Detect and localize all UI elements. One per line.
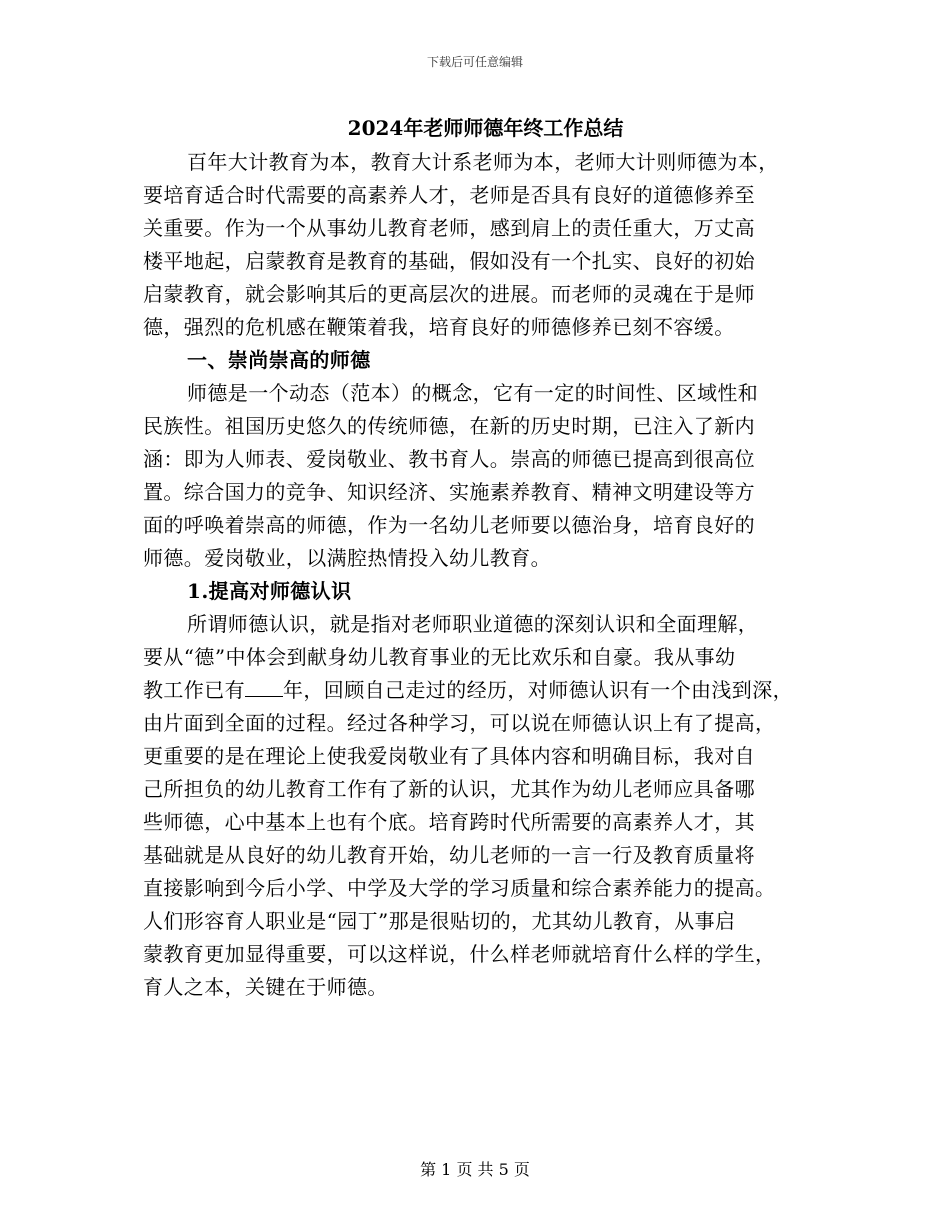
page-header: 下载后可任意编辑: [426, 55, 523, 69]
paragraph-line: 己所担负的幼儿教育工作有了新的认识，尤其作为幼儿老师应具备哪: [143, 777, 755, 801]
paragraph-section1: [143, 377, 818, 575]
paragraph-line: 涵：即为人师表、爱岗敬业、教书育人。崇高的师德已提高到很高位: [143, 447, 755, 471]
section-heading: 一、崇尚崇高的师德: [187, 348, 371, 372]
paragraph-intro: [143, 146, 818, 344]
text-segment: 年，回顾自己走过的经历，对师德认识有一个由浅到深，: [283, 678, 793, 702]
paragraph-line: 人们形容育人职业是“园丁”那是很贴切的，尤其幼儿教育，从事启: [143, 909, 736, 933]
subsection-heading: 1.提高对师德认识: [187, 579, 352, 603]
paragraph-line: 民族性。祖国历史悠久的传统师德，在新的历史时期，已注入了新内: [143, 414, 755, 438]
document-title: 2024年老师师德年终工作总结: [347, 116, 624, 140]
text-segment: 教工作已有: [143, 678, 245, 702]
paragraph-line: 要培育适合时代需要的高素养人才，老师是否具有良好的道德修养至: [143, 183, 755, 207]
paragraph-line: 百年大计教育为本，教育大计系老师为本，老师大计则师德为本，: [187, 150, 779, 174]
paragraph-line: 师德是一个动态（范本）的概念，它有一定的时间性、区域性和: [187, 381, 759, 405]
paragraph-line: 德，强烈的危机感在鞭策着我，培育良好的师德修养已刻不容缓。: [143, 315, 735, 339]
fill-in-blank: [245, 678, 283, 697]
paragraph-line: 启蒙教育，就会影响其后的更高层次的进展。而老师的灵魂在于是师: [143, 282, 755, 306]
paragraph-line: 关重要。作为一个从事幼儿教育老师，感到肩上的责任重大，万丈高: [143, 216, 755, 240]
page-footer: 第 1 页 共 5 页: [420, 1160, 530, 1179]
paragraph-line: 师德。爱岗敬业，以满腔热情投入幼儿教育。: [143, 546, 551, 570]
paragraph-line: 直接影响到今后小学、中学及大学的学习质量和综合素养能力的提高。: [143, 876, 776, 900]
paragraph-line: 楼平地起，启蒙教育是教育的基础，假如没有一个扎实、良好的初始: [143, 249, 755, 273]
paragraph-line: 置。综合国力的竞争、知识经济、实施素养教育、精神文明建设等方: [143, 480, 755, 504]
paragraph-line: 更重要的是在理论上使我爱岗敬业有了具体内容和明确目标，我对自: [143, 744, 755, 768]
document-body: [143, 110, 818, 1004]
paragraph-line: 面的呼唤着崇高的师德，作为一名幼儿老师要以德治身，培育良好的: [143, 513, 755, 537]
paragraph-line: 要从“德”中体会到献身幼儿教育事业的无比欢乐和自豪。我从事幼: [143, 645, 736, 669]
paragraph-line: 育人之本，关键在于师德。: [143, 975, 388, 999]
paragraph-line: 些师德，心中基本上也有个底。培育跨时代所需要的高素养人才，其: [143, 810, 755, 834]
paragraph-subsection1: [143, 608, 818, 1004]
paragraph-line: 蒙教育更加显得重要，可以这样说，什么样老师就培育什么样的学生，: [143, 942, 776, 966]
paragraph-line: [143, 674, 818, 707]
paragraph-line: 所谓师德认识，就是指对老师职业道德的深刻认识和全面理解，: [187, 612, 759, 636]
paragraph-line: 基础就是从良好的幼儿教育开始，幼儿老师的一言一行及教育质量将: [143, 843, 755, 867]
paragraph-line: 由片面到全面的过程。经过各种学习，可以说在师德认识上有了提高，: [143, 711, 776, 735]
